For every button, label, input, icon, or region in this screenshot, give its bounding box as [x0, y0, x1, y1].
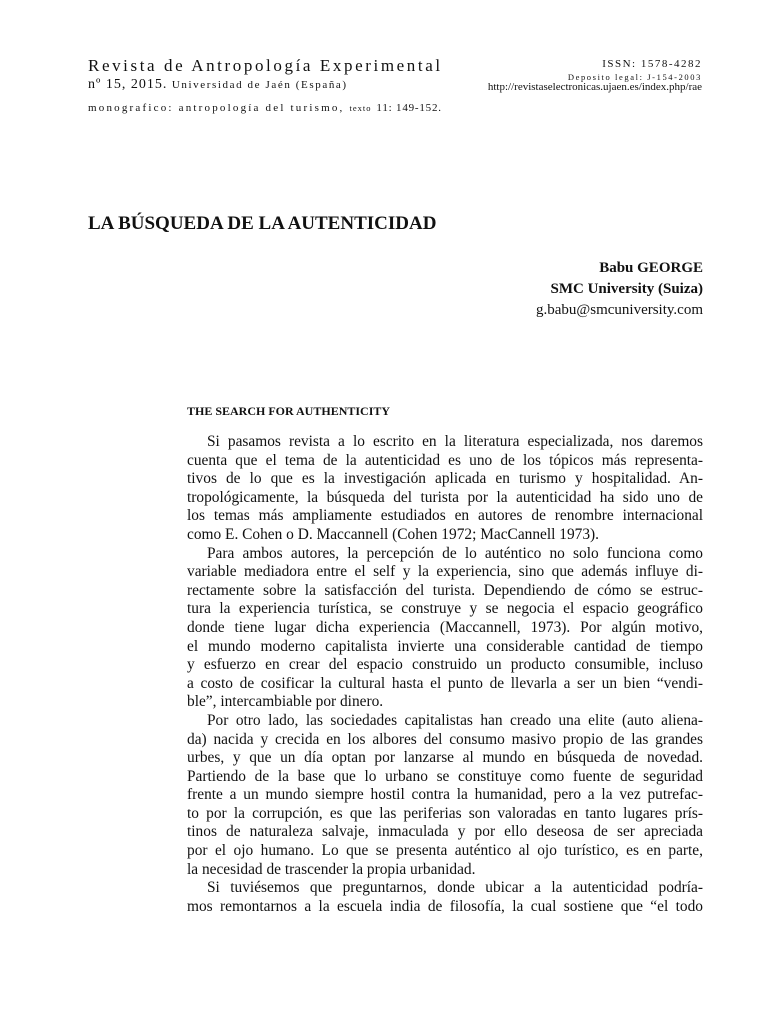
text-line: Partiendo de la base que lo urbano se constituye como fuente de seguridad	[187, 767, 703, 785]
issue-line	[88, 77, 348, 93]
text-line: los temas más ampliamente estudiados en autores de renombre internacional	[187, 507, 703, 525]
text-line: a costo de cosificar la cultural hasta el punto de llevarla a ser un bien “vendi-	[187, 674, 703, 692]
section-title: THE SEARCH FOR AUTHENTICITY	[187, 404, 391, 418]
text-line: y esfuerzo en crear del espacio construido un producto consumible, incluso	[187, 656, 703, 674]
monograph-line	[88, 102, 442, 114]
page-range: 11: 149-152.	[376, 102, 442, 114]
text-line: da) nacida y crecida en los albores del consumo masivo propio de las grandes	[187, 730, 703, 748]
text-line: como E. Cohen o D. Maccannell (Cohen 1972; MacCannell 1973).	[187, 525, 600, 543]
text-line: tropológicamente, la búsqueda del turista por la autenticidad ha sido uno de	[187, 488, 703, 506]
university-name: Universidad de Jaén (España)	[171, 79, 348, 91]
text-line: el mundo moderno capitalista invierte una considerable cantidad de tiempo	[187, 637, 703, 655]
issn: ISSN: 1578-4282	[602, 58, 702, 70]
text-line: Para ambos autores, la percepción de lo auténtico no solo funciona como	[207, 544, 703, 562]
author-affiliation: SMC University (Suiza)	[550, 281, 703, 297]
text-line: donde tiene lugar dicha experiencia (Maccannell, 1973). Por algún motivo,	[187, 618, 703, 636]
monograph-name: monografico: antropología del turismo,	[88, 102, 345, 114]
text-line: variable mediadora entre el self y la experiencia, sino que además influye di-	[187, 563, 703, 581]
text-line: tura la experiencia turística, se construye y se negocia el espacio geográfico	[187, 600, 703, 618]
text-line: ble”, intercambiable por dinero.	[187, 693, 384, 711]
text-line: tivos de lo que es la investigación aplicada en turismo y hospitalidad. An-	[187, 470, 703, 488]
journal-title: Revista de Antropología Experimental	[88, 56, 443, 75]
text-line: frente a un mundo siempre hostil contra la humanidad, pero a la vez putrefac-	[187, 786, 703, 804]
text-line: rectamente sobre la satisfacción del turista. Dependiendo de cómo se estruc-	[187, 581, 703, 599]
issue-number: nº 15, 2015.	[88, 77, 168, 92]
author-block	[536, 258, 703, 321]
text-line: cuenta que el tema de la autenticidad es uno de los tópicos más representa-	[187, 451, 703, 469]
deposito-legal: Deposito legal: J-154-2003	[567, 72, 702, 82]
text-line: Si pasamos revista a lo escrito en la literatura especializada, nos daremos	[207, 433, 703, 450]
text-line: urbes, y que un día optan por lanzarse al mundo en búsqueda de novedad.	[187, 749, 703, 767]
text-line: Si tuviésemos que preguntarnos, donde ubicar a la autenticidad podría-	[207, 879, 703, 897]
text-line: Por otro lado, las sociedades capitalistas han creado una elite (auto aliena-	[207, 711, 703, 729]
text-line: por el ojo humano. Lo que se presenta auténtico al ojo turístico, es en parte,	[187, 842, 703, 860]
author-email[interactable]: g.babu@smcuniversity.com	[536, 302, 703, 318]
texto-label: texto	[349, 103, 372, 113]
text-line: to por la corrupción, es que las periferias son valoradas en tanto lugares prís-	[187, 804, 703, 822]
body-text	[187, 433, 703, 916]
text-line: mos remontarnos a la escuela india de filosofía, la cual sostiene que “el todo	[187, 897, 703, 915]
article-title: LA BÚSQUEDA DE LA AUTENTICIDAD	[88, 213, 437, 234]
author-name: Babu GEORGE	[599, 260, 703, 276]
journal-url[interactable]: http://revistaselectronicas.ujaen.es/index.php/rae	[487, 81, 702, 93]
text-line: la necesidad de trascender la propia urbanidad.	[187, 860, 476, 878]
text-line: tinos de naturaleza salvaje, inmaculada y por ello deseosa de ser apreciada	[187, 823, 703, 841]
